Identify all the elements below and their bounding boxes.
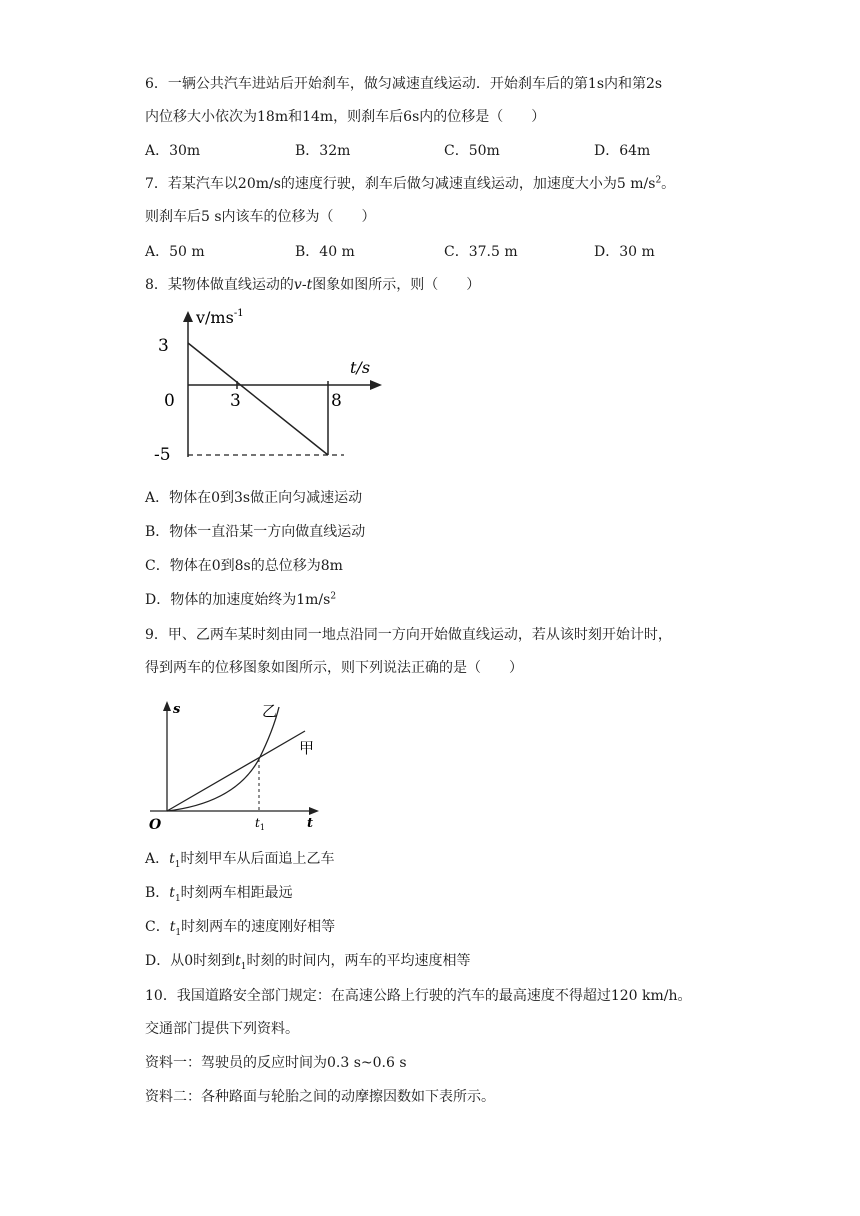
- q9-option-d: D．从0时刻到$t_1$时刻的时间内，两车的平均速度相等: [145, 953, 471, 972]
- q10-data1: 资料一：驾驶员的反应时间为0.3 s~0.6 s: [145, 1055, 407, 1071]
- line-jia: [167, 731, 305, 811]
- curve-yi: [167, 707, 279, 811]
- q8-option-b: B．物体一直沿某一方向做直线运动: [145, 524, 366, 540]
- q6-option-b: B．32m: [295, 143, 351, 159]
- q10-stem-line1: 10．我国道路安全部门规定：在高速公路上行驶的汽车的最高速度不得超过120 km/h。: [145, 988, 692, 1004]
- q8-stem: 8．某物体做直线运动的v-t图象如图所示，则（ ）: [145, 277, 481, 293]
- x-axis-label: t/s: [350, 358, 371, 377]
- q9-option-a: A．$t_1$时刻甲车从后面追上乙车: [145, 851, 335, 870]
- q6-option-c: C．50m: [444, 143, 500, 159]
- q7-option-c: C．37.5 m: [444, 244, 518, 260]
- q9-option-b: B．$t_1$时刻两车相距最远: [145, 885, 293, 904]
- y-axis-label: $v/ms^{-1}$: [196, 308, 244, 327]
- q7-stem-line1: 7．若某汽车以20m/s的速度行驶，刹车后做匀减速直线运动，加速度大小为5 $m/s^2$。: [145, 175, 676, 192]
- q7-stem-line2: 则刹车后5 s内该车的位移为（ ）: [145, 209, 376, 225]
- line-jia-label: 甲: [299, 739, 315, 757]
- s-axis-arrow: [163, 701, 171, 711]
- curve-yi-label: 乙: [262, 702, 278, 720]
- q6-stem-line2: 内位移大小依次为18m和14m，则刹车后6s内的位移是（ ）: [145, 109, 546, 125]
- origin-label: O: [149, 817, 162, 833]
- tick-x-8: 8: [331, 391, 342, 411]
- tick-y-3: 3: [158, 336, 169, 356]
- q10-data2: 资料二：各种路面与轮胎之间的动摩擦因数如下表所示。: [145, 1089, 495, 1105]
- q7-option-a: A．50 m: [145, 244, 205, 260]
- q7-option-b: B．40 m: [295, 244, 355, 260]
- q8-vt-graph: [150, 305, 390, 465]
- q8-option-c: C．物体在0到8s的总位移为8m: [145, 558, 343, 574]
- q9-stem-line2: 得到两车的位移图象如图所示，则下列说法正确的是（ ）: [145, 660, 523, 676]
- velocity-line: [188, 343, 328, 455]
- q9-option-c: C．$t_1$时刻两车的速度刚好相等: [145, 919, 336, 938]
- x-axis-arrow: [370, 380, 382, 390]
- t-axis-arrow: [309, 807, 319, 815]
- q9-stem-line1: 9．甲、乙两车某时刻由同一地点沿同一方向开始做直线运动，若从该时刻开始计时，: [145, 627, 672, 643]
- tick-x-3: 3: [230, 391, 241, 411]
- y-axis-arrow: [183, 311, 193, 322]
- s-axis-label: s: [173, 702, 181, 717]
- tick-y-minus5: -5: [154, 445, 171, 465]
- q6-stem-line1: 6．一辆公共汽车进站后开始刹车，做匀减速直线运动．开始刹车后的第1s内和第2s: [145, 76, 663, 92]
- q7-option-d: D．30 m: [594, 244, 655, 260]
- tick-origin-0: 0: [164, 391, 175, 411]
- t-axis-label: t: [307, 816, 314, 831]
- t1-label: $t_1$: [255, 816, 265, 832]
- q8-option-a: A．物体在0到3s做正向匀减速运动: [145, 490, 363, 506]
- q9-st-graph: [145, 695, 335, 835]
- q6-option-d: D．64m: [594, 143, 651, 159]
- q8-option-d: D．物体的加速度始终为$1m/s^2$: [145, 591, 337, 608]
- q6-option-a: A．30m: [145, 143, 201, 159]
- q10-stem-line2: 交通部门提供下列资料。: [145, 1021, 299, 1037]
